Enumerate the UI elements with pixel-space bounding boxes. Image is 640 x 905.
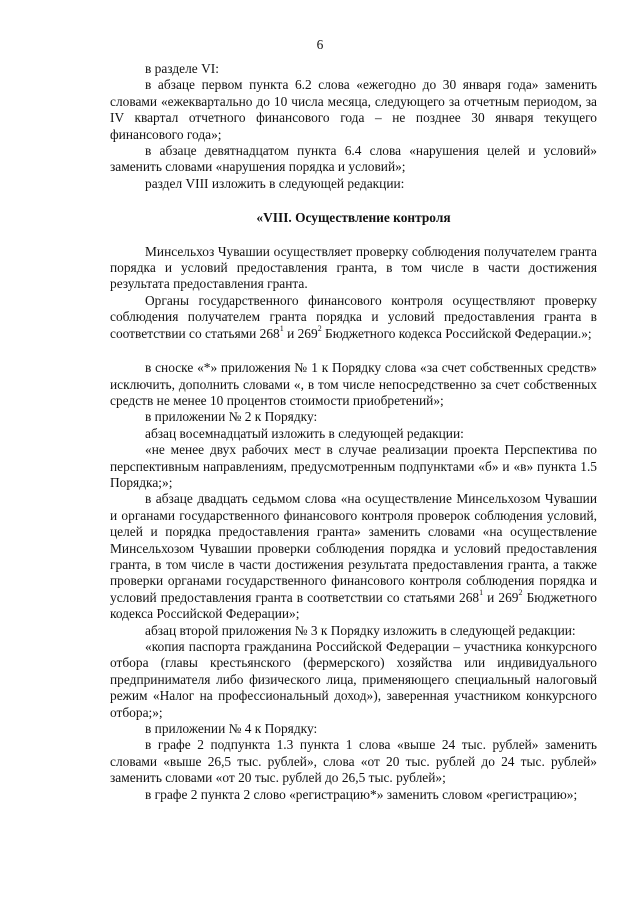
paragraph-control-organs: Органы государственного финансового контроля осуществляют проверку соблюдения получателем гранта порядка и условий предоставления гранта в соответствии со статьями $268^1$ и $269^2$ Бюджетного кодекса Российской Федерации.»; [110, 292, 597, 341]
paragraph-app3: абзац второй приложения № 3 к Порядку изложить в следующей редакции: [145, 622, 576, 638]
document-body [110, 61, 597, 803]
paragraph-section-viii-intro: раздел VIII изложить в следующей редакции: [145, 175, 405, 191]
paragraph-control-ministry: Минсельхоз Чувашии осуществляет проверку соблюдения получателем гранта порядка и условий предоставления гранта, в том числе в части достижения результата предоставления гранта. [110, 243, 597, 292]
paragraph-6-4: в абзаце девятнадцатом пункта 6.4 слова «нарушения целей и условий» заменить словами «нарушения порядка и условий»; [110, 143, 597, 175]
paragraph-app2-intro: в приложении № 2 к Порядку: [145, 409, 318, 425]
section-heading: «VIII. Осуществление контроля [256, 210, 451, 226]
paragraph-6-2: в абзаце первом пункта 6.2 слова «ежегодно до 30 января года» заменить словами «ежеквартально до 10 числа месяца, следующего за отчетным периодом, за IV квартал отчетного финансового года – не позднее 30 января текущего финансового года»; [110, 77, 597, 142]
paragraph-app4-intro: в приложении № 4 к Порядку: [145, 721, 318, 737]
paragraph-footnote-app1: в сноске «*» приложения № 1 к Порядку слова «за счет собственных средств» исключить, дополнить словами «, в том числе непосредственно за счет собственных средств не менее 10 процентов стоимости приобретений»; [110, 360, 597, 408]
paragraph-app4-1-3: в графе 2 подпункта 1.3 пункта 1 слова «выше 24 тыс. рублей» заменить словами «выше 26,5 тыс. рублей», слова «от 20 тыс. рублей до 24 тыс. рублей» заменить словами «от 20 тыс. рублей до 26,5 тыс. рублей»; [110, 737, 597, 786]
paragraph-app3-text: «копия паспорта гражданина Российской Федерации – участника конкурсного отбора (главы крестьянского (фермерского) хозяйства или индивидуального предпринимателя либо физического лица, применяющего специальный налоговый режим «Налог на профессиональный доход»), заверенная участником конкурсного отбора;»; [110, 639, 597, 720]
paragraph-app2-27: в абзаце двадцать седьмом слова «на осуществление Минсельхозом Чувашии и органами государственного финансового контроля проверок соблюдения условий, целей и порядка предоставления гранта» заменить словами «на осуществление Минсельхозом Чувашии проверки соблюдения порядка и условий предоставления гранта, в том числе в части достижения результата предоставления гранта, а также проверки органами государственного финансового контроля соблюдения порядка и условий предоставления гранта в соответствии со статьями $268^1$ и $269^2$ Бюджетного кодекса Российской Федерации»; [110, 491, 597, 622]
page-number: 6 [316, 37, 324, 52]
paragraph-section-vi: в разделе VI: [145, 61, 219, 76]
paragraph-app2-18-text: «не менее двух рабочих мест в случае реализации проекта Перспектива по перспективным направлениям, предусмотренным подпунктами «б» и «в» пункта 1.5 Порядка;»; [110, 442, 597, 490]
paragraph-app2-18: абзац восемнадцатый изложить в следующей редакции: [145, 425, 464, 441]
paragraph-app4-2: в графе 2 пункта 2 слово «регистрацию*» заменить словом «регистрацию»; [145, 786, 578, 802]
paragraph-gap [110, 342, 597, 360]
